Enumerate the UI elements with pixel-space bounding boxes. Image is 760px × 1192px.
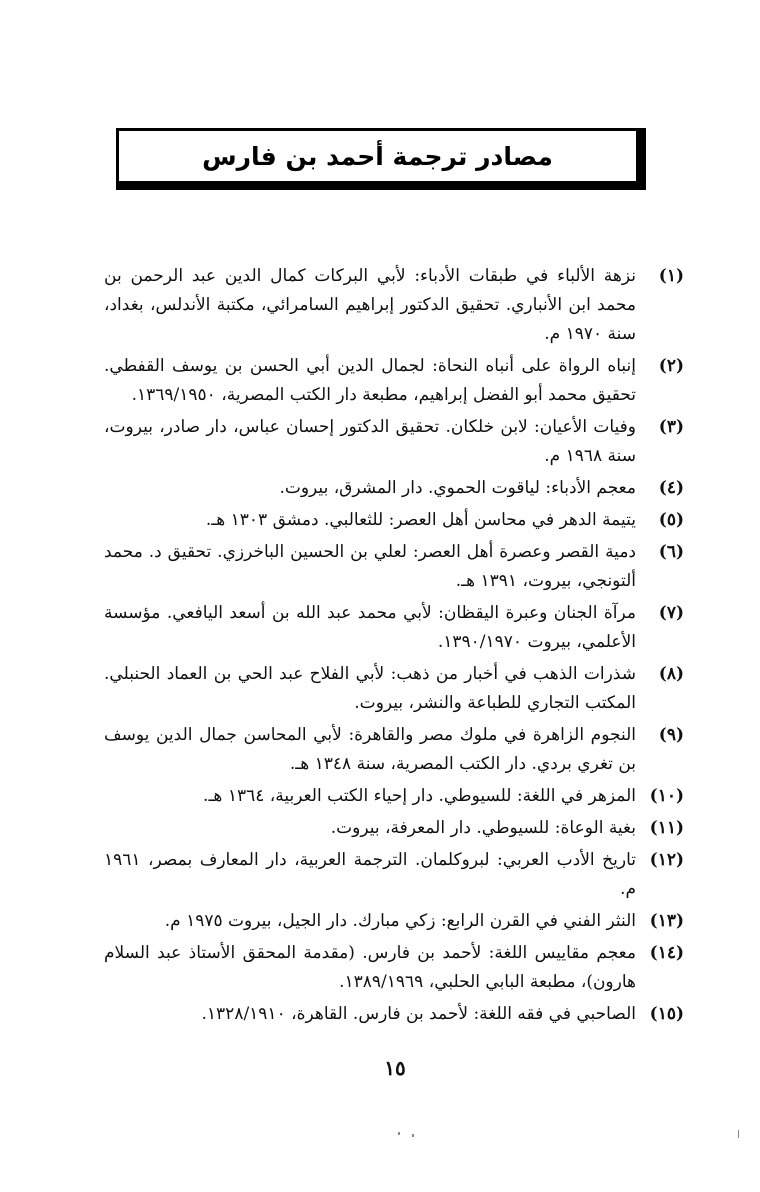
entry-number: (٨) [658, 664, 684, 684]
entry-text: نزهة الألباء في طبقات الأدباء: لأبي البركات كمال الدين عبد الرحمن بن محمد ابن الأنباري. تحقيق الدكتور إبراهيم السامرائي، مكتبة الأندلس، بغداد، سنة ١٩٧٠ م. [104, 266, 636, 344]
scan-speck [412, 1134, 414, 1137]
list-item [104, 846, 684, 904]
list-item [104, 782, 684, 811]
page-title: مصادر ترجمة أحمد بن فارس [202, 141, 553, 171]
entry-number: (١٢) [649, 850, 684, 870]
list-item [104, 599, 684, 657]
list-item [104, 538, 684, 596]
sources-list [104, 262, 684, 1032]
entry-number: (٩) [658, 725, 684, 745]
page-number: ١٥ [384, 1056, 406, 1080]
list-item [104, 413, 684, 471]
entry-text: شذرات الذهب في أخبار من ذهب: لأبي الفلاح عبد الحي بن العماد الحنبلي. المكتب التجاري للطباعة والنشر، بيروت. [104, 664, 636, 713]
entry-text: تاريخ الأدب العربي: لبروكلمان. الترجمة العربية، دار المعارف بمصر، ١٩٦١ م. [104, 850, 636, 899]
entry-number: (١٣) [649, 911, 684, 931]
entry-text: معجم مقاييس اللغة: لأحمد بن فارس. (مقدمة المحقق الأستاذ عبد السلام هارون)، مطبعة البابي الحلبي، ١٣٨٩/١٩٦٩. [104, 943, 636, 992]
entry-number: (٤) [658, 478, 684, 498]
title-box [116, 128, 646, 190]
entry-number: (٧) [658, 603, 684, 623]
entry-number: (٦) [658, 542, 684, 562]
entry-text: بغية الوعاة: للسيوطي. دار المعرفة، بيروت. [330, 818, 636, 838]
list-item [104, 907, 684, 936]
list-item [104, 939, 684, 997]
entry-number: (١٠) [649, 786, 684, 806]
entry-text: يتيمة الدهر في محاسن أهل العصر: للثعالبي. دمشق ١٣٠٣ هـ. [205, 510, 636, 530]
entry-number: (٣) [658, 417, 684, 437]
entry-number: (٢) [658, 356, 684, 376]
list-item [104, 1000, 684, 1029]
entry-text: الصاحبي في فقه اللغة: لأحمد بن فارس. القاهرة، ١٣٢٨/١٩١٠. [201, 1004, 636, 1024]
scan-speck [738, 1130, 739, 1138]
entry-text: مرآة الجنان وعبرة اليقظان: لأبي محمد عبد الله بن أسعد اليافعي. مؤسسة الأعلمي، بيروت ١٣٩٠/١٩٧٠. [104, 603, 636, 652]
entry-number: (١٤) [649, 943, 684, 963]
entry-number: (٥) [658, 510, 684, 530]
list-item [104, 352, 684, 410]
entry-text: النثر الفني في القرن الرابع: زكي مبارك. دار الجيل، بيروت ١٩٧٥ م. [164, 911, 636, 931]
entry-text: إنباه الرواة على أنباه النحاة: لجمال الدين أبي الحسن بن يوسف القفطي. تحقيق محمد أبو الفضل إبراهيم، مطبعة دار الكتب المصرية، ١٣٦٩/١٩٥٠. [104, 356, 636, 405]
list-item [104, 506, 684, 535]
list-item [104, 474, 684, 503]
entry-number: (١٥) [649, 1004, 684, 1024]
entry-text: النجوم الزاهرة في ملوك مصر والقاهرة: لأبي المحاسن جمال الدين يوسف بن تغري بردي. دار الكتب المصرية، سنة ١٣٤٨ هـ. [104, 725, 636, 774]
entry-number: (١) [658, 266, 684, 286]
scan-speck [398, 1132, 400, 1135]
list-item [104, 262, 684, 349]
list-item [104, 721, 684, 779]
entry-text: المزهر في اللغة: للسيوطي. دار إحياء الكتب العربية، ١٣٦٤ هـ. [203, 786, 636, 806]
entry-text: معجم الأدباء: لياقوت الحموي. دار المشرق، بيروت. [279, 478, 636, 498]
entry-text: وفيات الأعيان: لابن خلكان. تحقيق الدكتور إحسان عباس، دار صادر، بيروت، سنة ١٩٦٨ م. [104, 417, 636, 466]
entry-number: (١١) [649, 818, 684, 838]
entry-text: دمية القصر وعصرة أهل العصر: لعلي بن الحسين الباخرزي. تحقيق د. محمد ألتونجي، بيروت، ١٣٩١ هـ. [104, 542, 636, 591]
list-item [104, 814, 684, 843]
list-item [104, 660, 684, 718]
